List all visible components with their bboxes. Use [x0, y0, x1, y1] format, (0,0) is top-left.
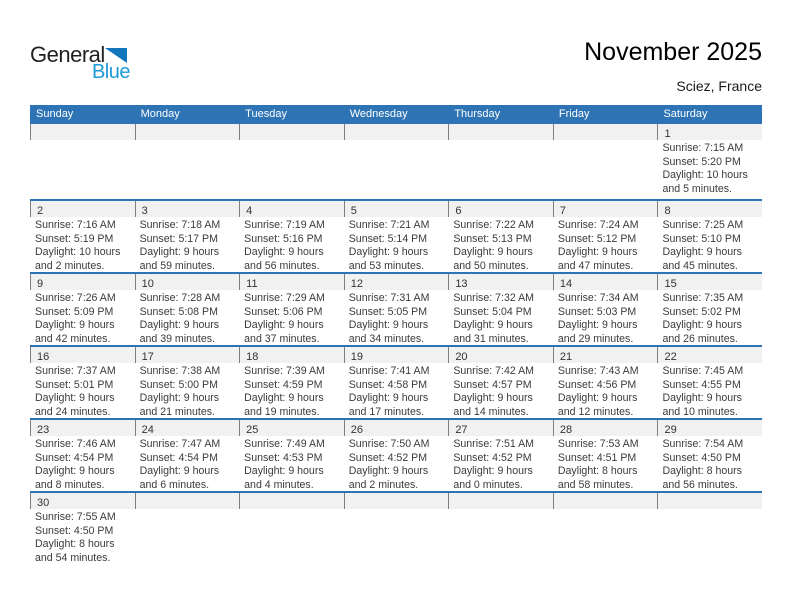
- day-details: [135, 290, 240, 345]
- sunrise-line: Sunrise: 7:51 AM: [453, 438, 534, 450]
- day-number-band: [239, 493, 344, 509]
- day-number: 28: [559, 424, 573, 436]
- sunset-line: Sunset: 5:05 PM: [348, 305, 428, 318]
- sunrise-line: Sunrise: 7:24 AM: [557, 219, 639, 231]
- day-cell: [657, 124, 762, 199]
- sunrise-line: Sunrise: 7:37 AM: [35, 365, 116, 377]
- day-number: 29: [664, 424, 677, 436]
- sunset-line: Sunset: 4:52 PM: [348, 451, 428, 464]
- empty-day-cell: [344, 124, 449, 199]
- calendar-weeks: [30, 124, 762, 564]
- day-details: [344, 290, 449, 345]
- sunset-line: Sunset: 4:51 PM: [557, 451, 637, 464]
- sunrise-line: Sunrise: 7:42 AM: [453, 365, 534, 377]
- daylight-line: Daylight: 9 hours: [557, 392, 638, 405]
- day-number: 14: [559, 278, 573, 290]
- weekday-header-tuesday: Tuesday: [245, 108, 287, 120]
- day-cell: [553, 201, 658, 272]
- day-number: 6: [455, 205, 462, 217]
- day-details: [344, 217, 449, 272]
- day-number-band: [448, 124, 553, 140]
- sunset-line: Sunset: 4:50 PM: [35, 524, 114, 537]
- day-cell: [135, 274, 240, 345]
- sunrise-line: Sunrise: 7:38 AM: [139, 365, 221, 377]
- day-details: [448, 363, 553, 418]
- day-cell: [344, 274, 449, 345]
- daylight-line: Daylight: 9 hours: [139, 246, 220, 259]
- sunrise-line: Sunrise: 7:39 AM: [244, 365, 325, 377]
- day-number-band: [344, 420, 449, 436]
- day-details: [448, 217, 553, 272]
- sunset-line: Sunset: 4:52 PM: [453, 451, 532, 464]
- day-details: [239, 509, 344, 511]
- daylight-line: Daylight: 9 hours: [557, 319, 638, 332]
- day-cell: [553, 420, 658, 491]
- day-number: 13: [455, 278, 468, 290]
- day-number-band: [135, 274, 240, 290]
- week-row: [30, 345, 762, 418]
- weekday-header-friday: Friday: [558, 108, 590, 120]
- sunset-line: Sunset: 4:56 PM: [557, 378, 637, 391]
- sunset-line: Sunset: 4:59 PM: [244, 378, 323, 391]
- sunrise-line: Sunrise: 7:28 AM: [139, 292, 221, 304]
- day-number-band: [30, 201, 135, 217]
- day-number: 15: [664, 278, 677, 290]
- daylight-line-2: and 21 minutes.: [139, 406, 215, 418]
- sunrise-line: Sunrise: 7:54 AM: [662, 438, 744, 450]
- daylight-line-2: and 10 minutes.: [662, 406, 738, 418]
- daylight-line-2: and 59 minutes.: [139, 260, 215, 272]
- day-details: [553, 509, 658, 511]
- daylight-line: Daylight: 9 hours: [453, 392, 533, 405]
- day-details: [553, 290, 658, 345]
- day-number: 21: [559, 351, 573, 363]
- day-number-band: [135, 493, 240, 509]
- sunrise-line: Sunrise: 7:31 AM: [348, 292, 430, 304]
- day-number-band: [239, 201, 344, 217]
- calendar-table: [30, 105, 762, 564]
- daylight-line-2: and 54 minutes.: [35, 552, 111, 564]
- sunrise-line: Sunrise: 7:34 AM: [557, 292, 639, 304]
- day-number-band: [553, 274, 658, 290]
- daylight-line-2: and 56 minutes.: [662, 479, 738, 491]
- day-cell: [239, 420, 344, 491]
- sunset-line: Sunset: 5:04 PM: [453, 305, 532, 318]
- day-details: [448, 436, 553, 491]
- daylight-line-2: and 42 minutes.: [35, 333, 111, 345]
- empty-day-cell: [239, 124, 344, 199]
- sunrise-line: Sunrise: 7:41 AM: [348, 365, 430, 377]
- empty-day-cell: [553, 124, 658, 199]
- sunset-line: Sunset: 5:03 PM: [557, 305, 637, 318]
- day-number-band: [657, 347, 762, 363]
- day-cell: [135, 201, 240, 272]
- day-details: [135, 363, 240, 418]
- daylight-line: Daylight: 9 hours: [453, 319, 533, 332]
- day-number: 17: [141, 351, 154, 363]
- day-number-band: [30, 124, 135, 140]
- day-number: 4: [246, 205, 253, 217]
- day-details: [553, 140, 658, 142]
- daylight-line: Daylight: 9 hours: [348, 319, 429, 332]
- day-details: [239, 363, 344, 418]
- day-details: [30, 290, 135, 345]
- day-number: 8: [664, 205, 671, 217]
- daylight-line: Daylight: 9 hours: [35, 392, 115, 405]
- daylight-line-2: and 17 minutes.: [348, 406, 425, 418]
- day-cell: [657, 274, 762, 345]
- sunrise-line: Sunrise: 7:15 AM: [662, 142, 744, 154]
- day-cell: [30, 493, 135, 564]
- daylight-line-2: and 58 minutes.: [557, 479, 634, 491]
- day-cell: [30, 201, 135, 272]
- day-number-band: [448, 420, 553, 436]
- day-details: [553, 217, 658, 272]
- sunset-line: Sunset: 5:13 PM: [453, 232, 532, 245]
- daylight-line-2: and 5 minutes.: [662, 183, 732, 196]
- daylight-line: Daylight: 9 hours: [139, 392, 220, 405]
- page-location: Sciez, France: [676, 78, 762, 94]
- daylight-line: Daylight: 9 hours: [348, 392, 429, 405]
- day-number-band: [344, 347, 449, 363]
- sunrise-line: Sunrise: 7:19 AM: [244, 219, 325, 231]
- empty-day-cell: [239, 493, 344, 564]
- day-number: 23: [37, 424, 50, 436]
- sunrise-line: Sunrise: 7:18 AM: [139, 219, 221, 231]
- day-number-band: [30, 420, 135, 436]
- day-details: [657, 363, 762, 418]
- daylight-line-2: and 14 minutes.: [453, 406, 529, 418]
- day-number-band: [135, 420, 240, 436]
- day-details: [657, 140, 762, 197]
- day-number-band: [30, 274, 135, 290]
- sunset-line: Sunset: 4:55 PM: [662, 378, 741, 391]
- sunrise-line: Sunrise: 7:43 AM: [557, 365, 639, 377]
- day-details: [344, 140, 449, 142]
- day-cell: [448, 274, 553, 345]
- daylight-line-2: and 8 minutes.: [35, 479, 105, 491]
- daylight-line-2: and 31 minutes.: [453, 333, 529, 345]
- daylight-line-2: and 34 minutes.: [348, 333, 425, 345]
- day-number-band: [135, 347, 240, 363]
- sunset-line: Sunset: 5:20 PM: [662, 155, 741, 168]
- daylight-line-2: and 4 minutes.: [244, 479, 314, 491]
- day-details: [657, 217, 762, 272]
- daylight-line-2: and 26 minutes.: [662, 333, 738, 345]
- day-number-band: [344, 274, 449, 290]
- empty-day-cell: [448, 493, 553, 564]
- sunset-line: Sunset: 5:16 PM: [244, 232, 323, 245]
- day-details: [30, 509, 135, 564]
- day-number-band: [239, 347, 344, 363]
- day-number: 9: [37, 278, 44, 290]
- day-number: 30: [37, 497, 50, 509]
- daylight-line-2: and 19 minutes.: [244, 406, 320, 418]
- empty-day-cell: [553, 493, 658, 564]
- sunset-line: Sunset: 5:09 PM: [35, 305, 114, 318]
- day-cell: [239, 347, 344, 418]
- day-number: 5: [350, 205, 357, 217]
- daylight-line-2: and 56 minutes.: [244, 260, 320, 272]
- sunrise-line: Sunrise: 7:29 AM: [244, 292, 325, 304]
- day-number-band: [448, 493, 553, 509]
- daylight-line-2: and 12 minutes.: [557, 406, 634, 418]
- day-number: 19: [350, 351, 363, 363]
- daylight-line-2: and 6 minutes.: [139, 479, 210, 491]
- sunrise-line: Sunrise: 7:45 AM: [662, 365, 744, 377]
- day-number: 12: [350, 278, 363, 290]
- sunset-line: Sunset: 5:00 PM: [139, 378, 218, 391]
- day-number: 20: [455, 351, 468, 363]
- day-cell: [448, 347, 553, 418]
- day-number: 22: [664, 351, 677, 363]
- logo-text-general: General: [30, 42, 105, 67]
- day-number: 27: [455, 424, 468, 436]
- week-row: [30, 199, 762, 272]
- daylight-line: Daylight: 9 hours: [662, 246, 742, 259]
- sunrise-line: Sunrise: 7:47 AM: [139, 438, 221, 450]
- general-blue-logo: [30, 44, 130, 81]
- day-number-band: [657, 493, 762, 509]
- day-details: [135, 140, 240, 142]
- daylight-line: Daylight: 9 hours: [453, 465, 533, 478]
- daylight-line-2: and 45 minutes.: [662, 260, 738, 272]
- daylight-line: Daylight: 8 hours: [662, 465, 742, 478]
- sunrise-line: Sunrise: 7:49 AM: [244, 438, 325, 450]
- day-number-band: [657, 420, 762, 436]
- empty-day-cell: [30, 124, 135, 199]
- day-cell: [553, 274, 658, 345]
- sunset-line: Sunset: 5:01 PM: [35, 378, 114, 391]
- day-number-band: [553, 493, 658, 509]
- daylight-line: Daylight: 8 hours: [557, 465, 638, 478]
- empty-day-cell: [344, 493, 449, 564]
- sunset-line: Sunset: 4:57 PM: [453, 378, 532, 391]
- day-number-band: [448, 201, 553, 217]
- day-details: [448, 509, 553, 511]
- day-number: 18: [246, 351, 259, 363]
- daylight-line: Daylight: 9 hours: [662, 392, 742, 405]
- daylight-line: Daylight: 9 hours: [557, 246, 638, 259]
- sunrise-line: Sunrise: 7:32 AM: [453, 292, 534, 304]
- daylight-line: Daylight: 9 hours: [453, 246, 533, 259]
- day-details: [239, 290, 344, 345]
- sunrise-line: Sunrise: 7:55 AM: [35, 511, 116, 523]
- sunset-line: Sunset: 5:10 PM: [662, 232, 741, 245]
- sunrise-line: Sunrise: 7:50 AM: [348, 438, 430, 450]
- sunset-line: Sunset: 4:54 PM: [35, 451, 114, 464]
- day-number-band: [135, 201, 240, 217]
- day-cell: [30, 420, 135, 491]
- day-number-band: [553, 347, 658, 363]
- sunset-line: Sunset: 4:54 PM: [139, 451, 218, 464]
- day-number: 10: [141, 278, 154, 290]
- day-number: 26: [350, 424, 363, 436]
- day-cell: [30, 274, 135, 345]
- day-details: [30, 363, 135, 418]
- day-number-band: [657, 201, 762, 217]
- empty-day-cell: [657, 493, 762, 564]
- day-details: [657, 436, 762, 491]
- daylight-line: Daylight: 9 hours: [139, 465, 220, 478]
- day-cell: [344, 201, 449, 272]
- sunrise-line: Sunrise: 7:35 AM: [662, 292, 744, 304]
- day-cell: [553, 347, 658, 418]
- day-details: [30, 436, 135, 491]
- day-number: 24: [141, 424, 154, 436]
- daylight-line-2: and 37 minutes.: [244, 333, 320, 345]
- day-details: [30, 140, 135, 142]
- page-title: November 2025: [584, 38, 762, 66]
- day-number: 3: [141, 205, 148, 217]
- day-details: [448, 290, 553, 345]
- day-cell: [135, 420, 240, 491]
- day-number-band: [239, 274, 344, 290]
- day-number-band: [553, 420, 658, 436]
- day-number-band: [344, 201, 449, 217]
- day-number-band: [553, 201, 658, 217]
- sunset-line: Sunset: 5:06 PM: [244, 305, 323, 318]
- day-number-band: [135, 124, 240, 140]
- day-details: [135, 217, 240, 272]
- day-cell: [135, 347, 240, 418]
- week-row: [30, 124, 762, 199]
- day-cell: [239, 201, 344, 272]
- day-cell: [657, 201, 762, 272]
- day-cell: [239, 274, 344, 345]
- day-details: [344, 509, 449, 511]
- sunset-line: Sunset: 4:58 PM: [348, 378, 428, 391]
- day-number: 1: [664, 128, 671, 140]
- day-details: [30, 217, 135, 272]
- day-number-band: [553, 124, 658, 140]
- day-details: [135, 436, 240, 491]
- daylight-line: Daylight: 10 hours: [662, 169, 748, 182]
- day-details: [344, 436, 449, 491]
- daylight-line: Daylight: 9 hours: [348, 246, 429, 259]
- daylight-line: Daylight: 9 hours: [244, 465, 324, 478]
- day-number: 16: [37, 351, 50, 363]
- weekday-header-saturday: Saturday: [663, 108, 708, 120]
- day-number-band: [657, 274, 762, 290]
- daylight-line-2: and 0 minutes.: [453, 479, 523, 491]
- sunset-line: Sunset: 5:17 PM: [139, 232, 218, 245]
- day-cell: [657, 420, 762, 491]
- week-row: [30, 418, 762, 491]
- empty-day-cell: [448, 124, 553, 199]
- sunrise-line: Sunrise: 7:53 AM: [557, 438, 639, 450]
- day-cell: [30, 347, 135, 418]
- day-details: [239, 217, 344, 272]
- day-number: 11: [246, 278, 258, 290]
- day-number: 2: [37, 205, 44, 217]
- sunset-line: Sunset: 5:19 PM: [35, 232, 114, 245]
- sunset-line: Sunset: 4:50 PM: [662, 451, 741, 464]
- sunrise-line: Sunrise: 7:21 AM: [348, 219, 430, 231]
- empty-day-cell: [135, 493, 240, 564]
- sunset-line: Sunset: 5:02 PM: [662, 305, 741, 318]
- day-details: [657, 509, 762, 511]
- daylight-line-2: and 47 minutes.: [557, 260, 634, 272]
- week-row: [30, 272, 762, 345]
- sunset-line: Sunset: 5:12 PM: [557, 232, 637, 245]
- day-details: [448, 140, 553, 142]
- day-number-band: [239, 124, 344, 140]
- sunset-line: Sunset: 5:08 PM: [139, 305, 218, 318]
- weekday-header-thursday: Thursday: [454, 108, 501, 120]
- sunrise-line: Sunrise: 7:25 AM: [662, 219, 744, 231]
- day-details: [239, 436, 344, 491]
- day-details: [553, 363, 658, 418]
- sunset-line: Sunset: 4:53 PM: [244, 451, 323, 464]
- day-number: 25: [246, 424, 259, 436]
- weekday-header-wednesday: Wednesday: [349, 108, 408, 120]
- daylight-line: Daylight: 9 hours: [244, 319, 324, 332]
- weekday-header-row: [30, 105, 762, 124]
- day-cell: [344, 420, 449, 491]
- day-number-band: [448, 347, 553, 363]
- sunrise-line: Sunrise: 7:26 AM: [35, 292, 116, 304]
- daylight-line: Daylight: 9 hours: [139, 319, 220, 332]
- logo-text-blue: Blue: [91, 61, 130, 83]
- daylight-line: Daylight: 9 hours: [35, 465, 115, 478]
- sunrise-line: Sunrise: 7:22 AM: [453, 219, 534, 231]
- empty-day-cell: [135, 124, 240, 199]
- daylight-line-2: and 2 minutes.: [348, 479, 419, 491]
- sunrise-line: Sunrise: 7:46 AM: [35, 438, 116, 450]
- day-details: [344, 363, 449, 418]
- day-number-band: [448, 274, 553, 290]
- daylight-line-2: and 29 minutes.: [557, 333, 634, 345]
- daylight-line: Daylight: 8 hours: [35, 538, 115, 551]
- day-number-band: [344, 124, 449, 140]
- daylight-line-2: and 2 minutes.: [35, 260, 105, 272]
- daylight-line: Daylight: 10 hours: [35, 246, 121, 259]
- day-details: [135, 509, 240, 511]
- sunrise-line: Sunrise: 7:16 AM: [35, 219, 116, 231]
- daylight-line-2: and 53 minutes.: [348, 260, 425, 272]
- daylight-line-2: and 50 minutes.: [453, 260, 529, 272]
- daylight-line: Daylight: 9 hours: [348, 465, 429, 478]
- day-cell: [448, 201, 553, 272]
- daylight-line-2: and 24 minutes.: [35, 406, 111, 418]
- day-details: [239, 140, 344, 142]
- daylight-line: Daylight: 9 hours: [244, 392, 324, 405]
- day-cell: [657, 347, 762, 418]
- day-number: 7: [559, 205, 567, 217]
- daylight-line-2: and 39 minutes.: [139, 333, 215, 345]
- day-number-band: [239, 420, 344, 436]
- day-number-band: [30, 347, 135, 363]
- day-number-band: [344, 493, 449, 509]
- sunset-line: Sunset: 5:14 PM: [348, 232, 428, 245]
- day-cell: [344, 347, 449, 418]
- weekday-header-sunday: Sunday: [36, 108, 74, 120]
- day-number-band: [30, 493, 135, 509]
- week-row: [30, 491, 762, 564]
- daylight-line: Daylight: 9 hours: [662, 319, 742, 332]
- daylight-line: Daylight: 9 hours: [35, 319, 115, 332]
- day-details: [553, 436, 658, 491]
- weekday-header-monday: Monday: [140, 108, 180, 120]
- day-number-band: [657, 124, 762, 140]
- day-details: [657, 290, 762, 345]
- daylight-line: Daylight: 9 hours: [244, 246, 324, 259]
- day-cell: [448, 420, 553, 491]
